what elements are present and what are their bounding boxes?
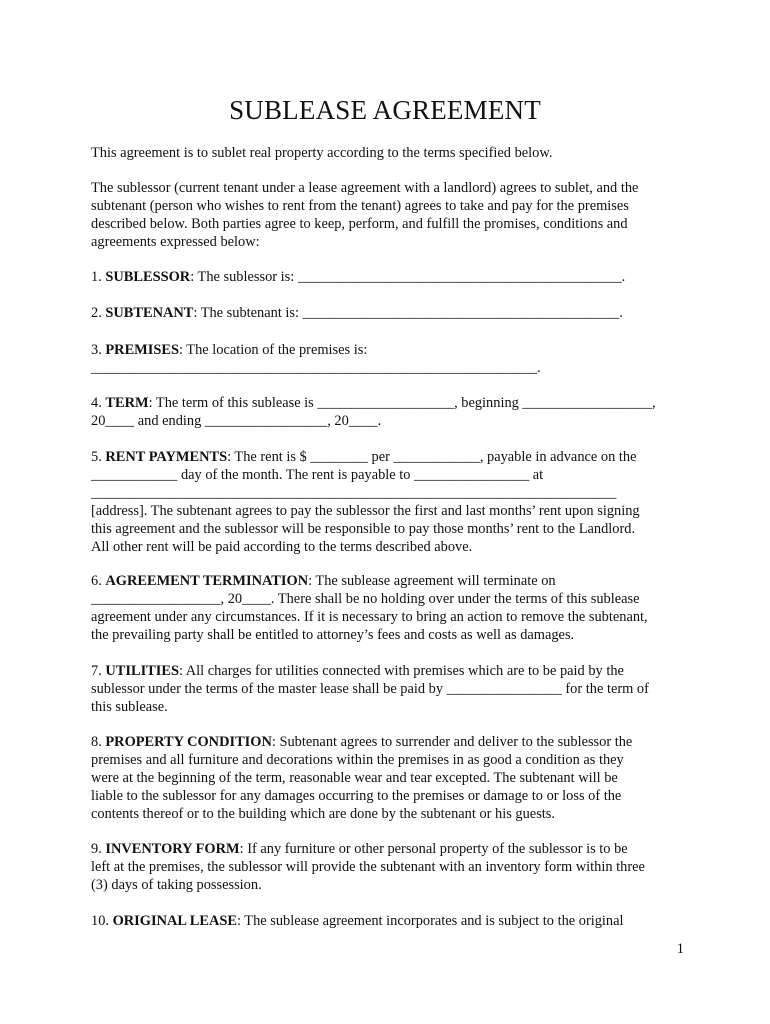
section-original-lease (91, 912, 691, 930)
section-line (91, 662, 691, 680)
section-line (91, 304, 691, 322)
section-line: left at the premises, the sublessor will provide the subtenant with an inventory form within three (91, 859, 645, 875)
section-number: 3. (91, 342, 106, 358)
section-line: 20____ and ending _________________, 20____. (91, 413, 382, 429)
section-text: : The sublease agreement will terminate on (308, 573, 556, 589)
section-heading: TERM (105, 395, 149, 411)
section-sublessor (91, 268, 691, 286)
intro-paragraph (91, 144, 691, 162)
section-number: 6. (91, 573, 106, 589)
section-line: All other rent will be paid according to the terms described above. (91, 539, 473, 555)
section-text: : The rent is $ ________ per ____________, payable in advance on the (227, 449, 637, 465)
section-heading: PREMISES (105, 342, 179, 358)
parties-line: subtenant (person who wishes to rent from the tenant) agrees to take and pay for the premises (91, 198, 629, 214)
section-number: 10. (91, 913, 113, 929)
section-premises (91, 341, 691, 377)
section-line: were at the beginning of the term, reasonable wear and tear excepted. The subtenant will be (91, 770, 618, 786)
section-heading: SUBLESSOR (105, 269, 191, 285)
section-line (91, 733, 691, 751)
section-line (91, 448, 691, 466)
section-heading: SUBTENANT (105, 305, 194, 321)
section-line: premises and all furniture and decorations within the premises in as good a condition as they (91, 752, 624, 768)
section-text: : The subtenant is: ____________________________________________. (193, 305, 623, 321)
section-line (91, 268, 691, 286)
section-property-condition (91, 733, 691, 823)
section-term (91, 394, 691, 430)
section-text: : All charges for utilities connected with premises which are to be paid by the (178, 663, 624, 679)
section-heading: INVENTORY FORM (105, 841, 240, 857)
page-number: 1 (676, 941, 684, 957)
section-line (91, 341, 691, 359)
section-number: 1. (91, 269, 106, 285)
section-heading: AGREEMENT TERMINATION (105, 573, 309, 589)
intro-line: This agreement is to sublet real property according to the terms specified below. (91, 145, 553, 161)
section-line: this agreement and the sublessor will be responsible to pay those months’ rent to the Landlord. (91, 521, 636, 537)
section-heading: RENT PAYMENTS (105, 449, 228, 465)
section-text: : Subtenant agrees to surrender and deliver to the sublessor the (271, 734, 633, 750)
parties-line: The sublessor (current tenant under a lease agreement with a landlord) agrees to sublet, and the (91, 180, 639, 196)
section-line (91, 572, 691, 590)
section-line (91, 840, 691, 858)
section-subtenant (91, 304, 691, 322)
parties-line: agreements expressed below: (91, 234, 260, 250)
section-number: 5. (91, 449, 106, 465)
section-line: this sublease. (91, 699, 168, 715)
section-line: _________________________________________________________________________ (91, 485, 617, 501)
section-text: : If any furniture or other personal property of the sublessor is to be (239, 841, 628, 857)
section-line: __________________, 20____. There shall be no holding over under the terms of this sublease (91, 591, 640, 607)
section-line (91, 912, 691, 930)
section-heading: ORIGINAL LEASE (112, 913, 237, 929)
section-line (91, 394, 691, 412)
section-line: liable to the sublessor for any damages occurring to the premises or damage to or loss of the (91, 788, 622, 804)
section-rent-payments (91, 448, 691, 556)
section-line: (3) days of taking possession. (91, 877, 262, 893)
section-text: : The sublease agreement incorporates and is subject to the original (236, 913, 624, 929)
parties-line: described below. Both parties agree to keep, perform, and fulfill the promises, conditions and (91, 216, 628, 232)
section-line: the prevailing party shall be entitled to attorney’s fees and costs as well as damages. (91, 627, 575, 643)
section-number: 7. (91, 663, 106, 679)
section-number: 2. (91, 305, 106, 321)
section-agreement-termination (91, 572, 691, 644)
parties-paragraph (91, 179, 691, 251)
section-line: contents thereof or to the building which are done by the subtenant or his guests. (91, 806, 555, 822)
section-utilities (91, 662, 691, 716)
document-title: SUBLEASE AGREEMENT (229, 95, 541, 125)
section-number: 4. (91, 395, 106, 411)
section-text: : The sublessor is: _____________________________________________. (190, 269, 626, 285)
section-heading: UTILITIES (105, 663, 179, 679)
section-inventory-form (91, 840, 691, 894)
section-text: : The location of the premises is: (178, 342, 368, 358)
section-line: ______________________________________________________________. (91, 360, 541, 376)
section-text: : The term of this sublease is ___________________, beginning __________________, (148, 395, 656, 411)
section-heading: PROPERTY CONDITION (105, 734, 272, 750)
section-number: 8. (91, 734, 106, 750)
section-line: ____________ day of the month. The rent is payable to ________________ at (91, 467, 544, 483)
section-line: [address]. The subtenant agrees to pay the sublessor the first and last months’ rent upon signing (91, 503, 640, 519)
section-line: sublessor under the terms of the master lease shall be paid by ________________ for the term of (91, 681, 649, 697)
section-line: agreement under any circumstances. If it is necessary to bring an action to remove the subtenant, (91, 609, 648, 625)
section-number: 9. (91, 841, 106, 857)
